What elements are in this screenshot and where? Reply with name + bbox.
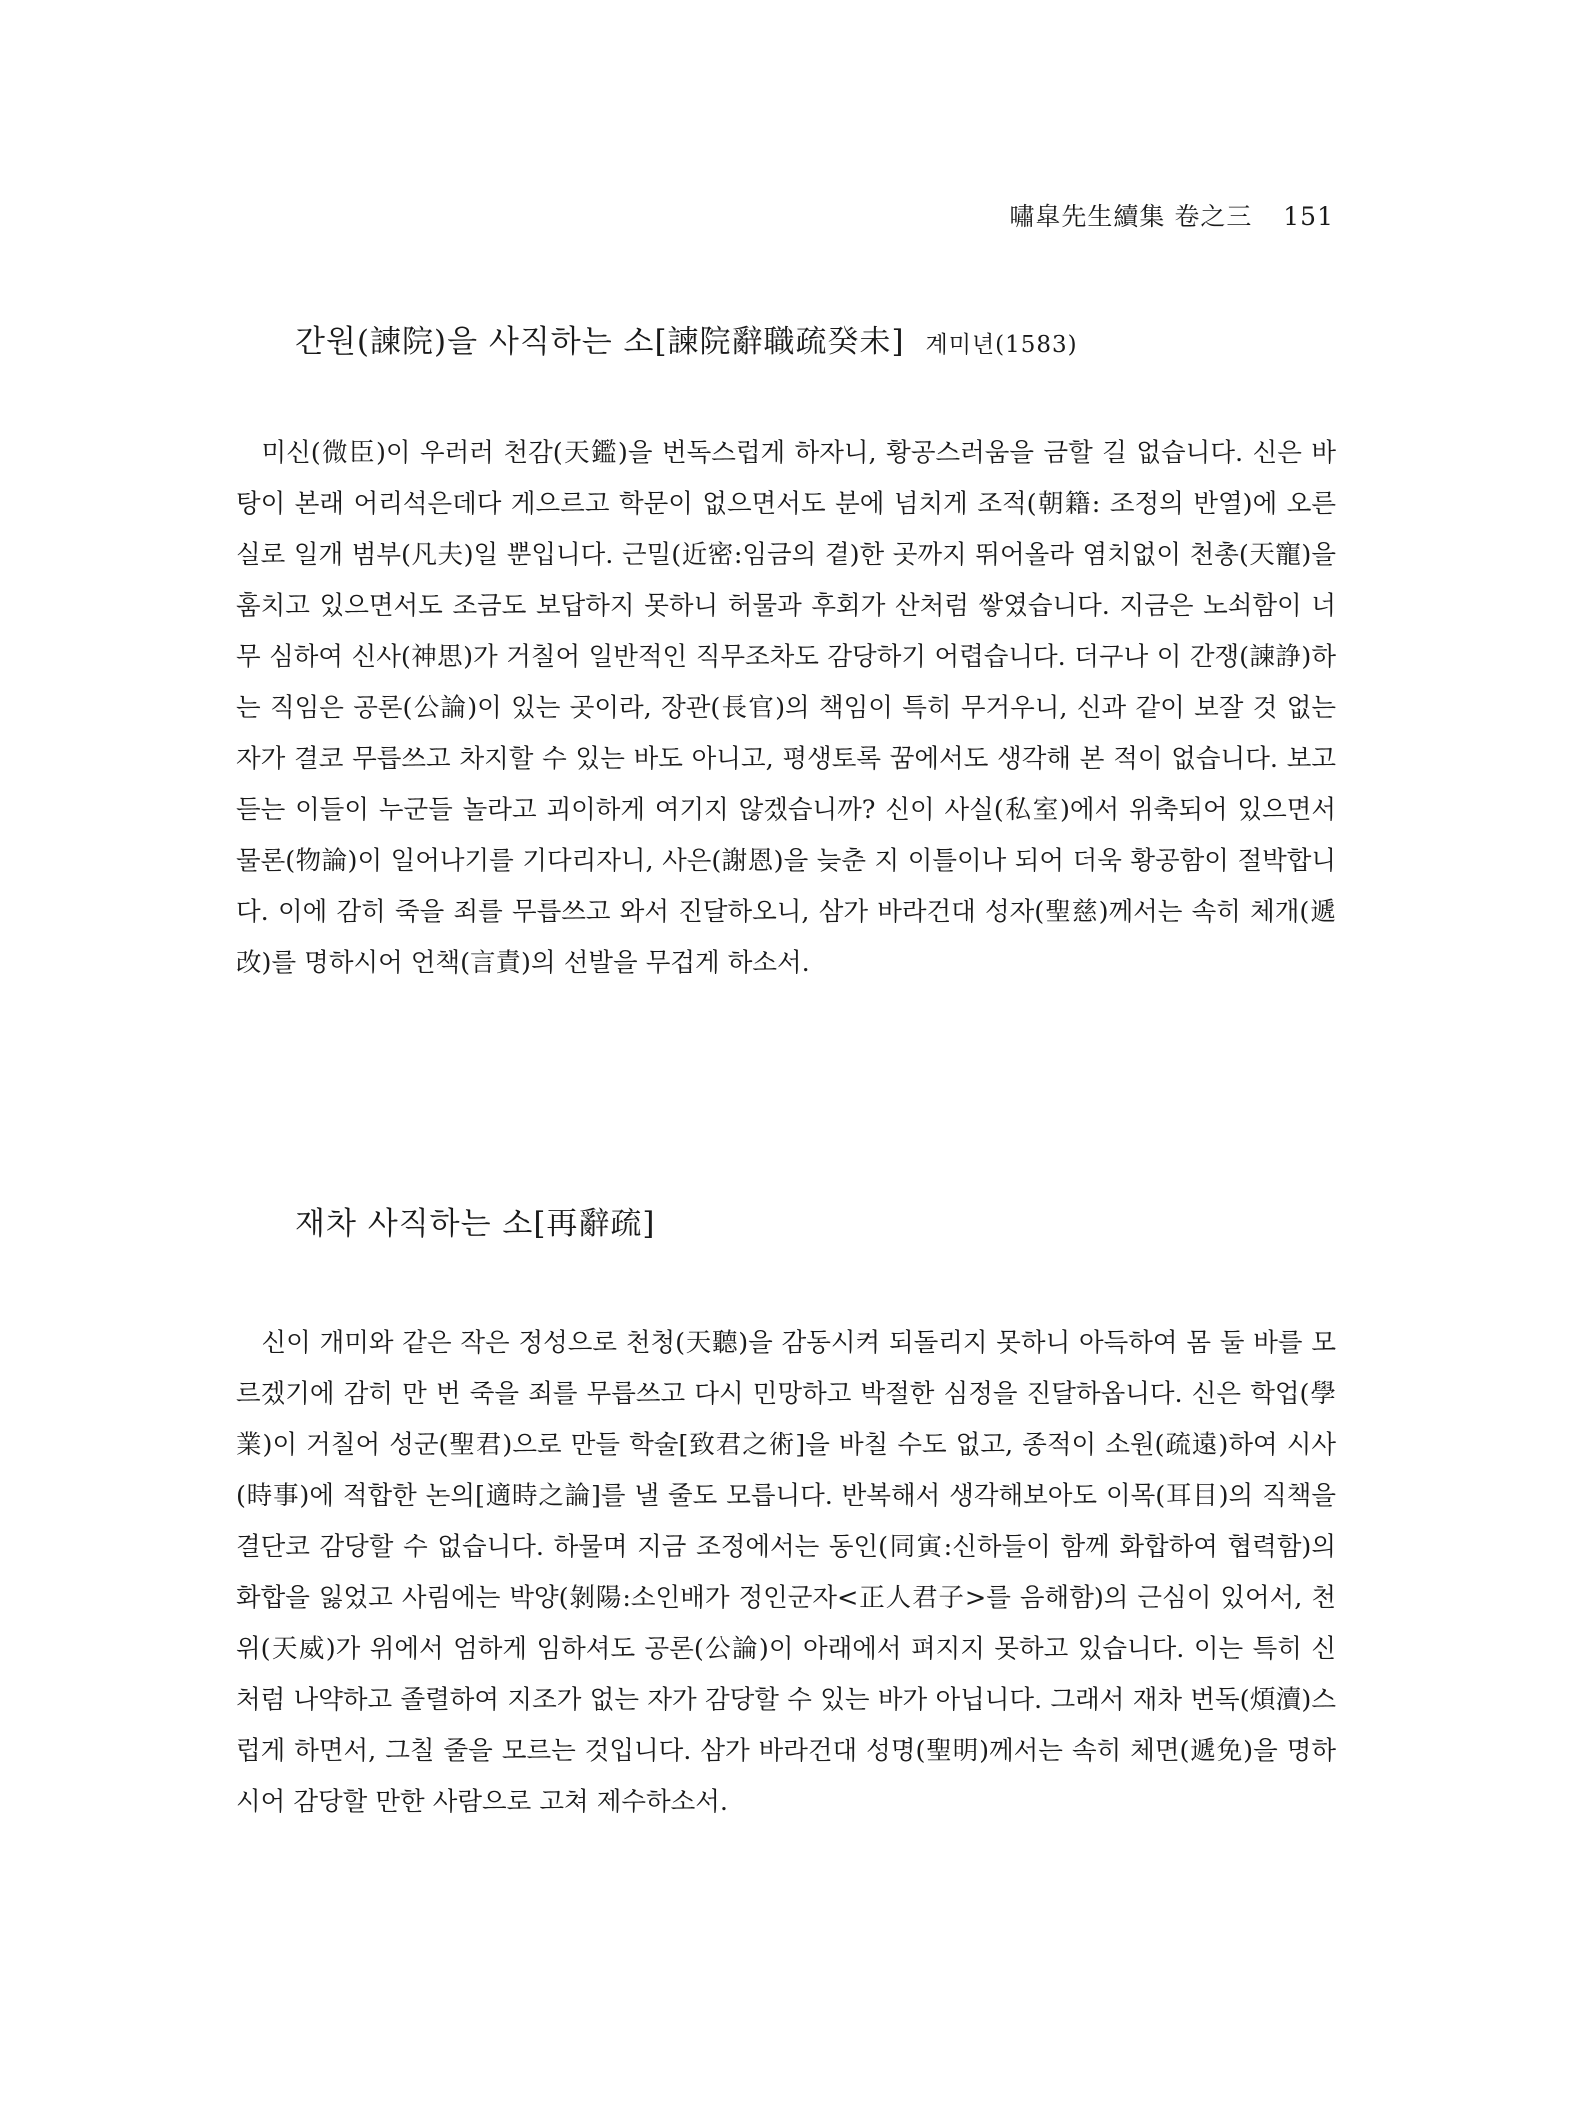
section-title-text: 재차 사직하는 소[再辭疏] (295, 1206, 656, 1242)
section-title-text: 간원(諫院)을 사직하는 소[諫院辭職疏癸未] (295, 324, 905, 360)
section-date-note: 계미년(1583) (925, 332, 1078, 358)
section-title (295, 316, 1078, 361)
book-title: 嘯皐先生續集 卷之三 (1009, 202, 1253, 231)
page-number: 151 (1283, 202, 1334, 231)
running-header (1009, 197, 1334, 233)
body-paragraph: 신이 개미와 같은 작은 정성으로 천청(天聽)을 감동시켜 되돌리지 못하니 아득하여 몸 둘 바를 모르겠기에 감히 만 번 죽을 죄를 무릅쓰고 다시 민망하고 박절한 심정을 진달하옵니다. 신은 학업(學業)이 거칠어 성군(聖君)으로 만들 학술[致君之術]을 바칠 수도 없고, 종적이 소원(疏遠)하여 시사(時事)에 적합한 논의[適時之論]를 낼 줄도 모릅니다. 반복해서 생각해보아도 이목(耳目)의 직책을 결단코 감당할 수 없습니다. 하물며 지금 조정에서는 동인(同寅:신하들이 함께 화합하여 협력함)의 화합을 잃었고 사림에는 박양(剝陽:소인배가 정인군자<正人君子>를 음해함)의 근심이 있어서, 천위(天威)가 위에서 엄하게 임하셔도 공론(公論)이 아래에서 펴지지 못하고 있습니다. 이는 특히 신처럼 나약하고 졸렬하여 지조가 없는 자가 감당할 수 있는 바가 아닙니다. 그래서 재차 번독(煩瀆)스럽게 하면서, 그칠 줄을 모르는 것입니다. 삼가 바라건대 성명(聖明)께서는 속히 체면(遞免)을 명하시어 감당할 만한 사람으로 고쳐 제수하소서. (236, 1328, 1336, 1817)
section-title (295, 1198, 656, 1243)
body-paragraph: 미신(微臣)이 우러러 천감(天鑑)을 번독스럽게 하자니, 황공스러움을 금할 길 없습니다. 신은 바탕이 본래 어리석은데다 게으르고 학문이 없으면서도 분에 넘치게 조적(朝籍: 조정의 반열)에 오른 실로 일개 범부(凡夫)일 뿐입니다. 근밀(近密:임금의 곁)한 곳까지 뛰어올라 염치없이 천총(天寵)을 훔치고 있으면서도 조금도 보답하지 못하니 허물과 후회가 산처럼 쌓였습니다. 지금은 노쇠함이 너무 심하여 신사(神思)가 거칠어 일반적인 직무조차도 감당하기 어렵습니다. 더구나 이 간쟁(諫諍)하는 직임은 공론(公論)이 있는 곳이라, 장관(長官)의 책임이 특히 무거우니, 신과 같이 보잘 것 없는 자가 결코 무릅쓰고 차지할 수 있는 바도 아니고, 평생토록 꿈에서도 생각해 본 적이 없습니다. 보고 듣는 이들이 누군들 놀라고 괴이하게 여기지 않겠습니까? 신이 사실(私室)에서 위축되어 있으면서 물론(物論)이 일어나기를 기다리자니, 사은(謝恩)을 늦춘 지 이틀이나 되어 더욱 황공함이 절박합니다. 이에 감히 죽을 죄를 무릅쓰고 와서 진달하오니, 삼가 바라건대 성자(聖慈)께서는 속히 체개(遞改)를 명하시어 언책(言責)의 선발을 무겁게 하소서. (236, 438, 1336, 978)
